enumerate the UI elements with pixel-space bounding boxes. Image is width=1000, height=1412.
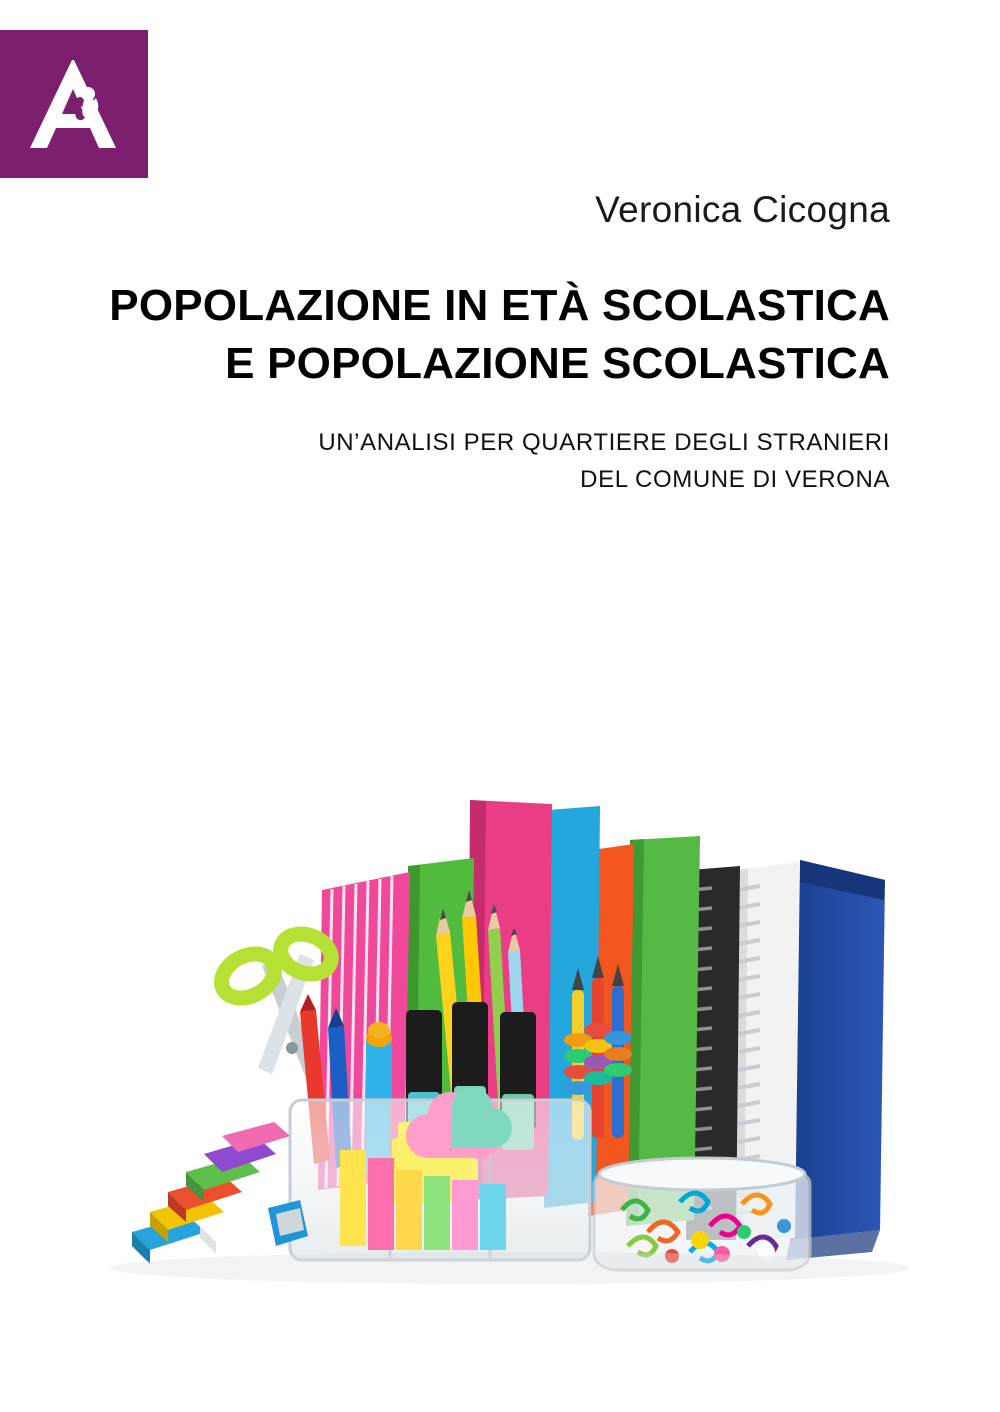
title-line-1: POPOLAZIONE IN ETÀ SCOLASTICA xyxy=(109,280,890,330)
publisher-logo xyxy=(0,30,148,178)
subtitle-line-2: DEL COMUNE DI VERONA xyxy=(580,465,890,493)
page-subtitle xyxy=(60,424,890,498)
cover-title-block xyxy=(60,190,890,498)
page-title xyxy=(60,277,890,394)
author-name: Veronica Cicogna xyxy=(595,189,890,230)
subtitle-line-1: UN’ANALISI PER QUARTIERE DEGLI STRANIERI xyxy=(318,428,890,456)
title-line-2: E POPOLAZIONE SCOLASTICA xyxy=(225,339,890,389)
school-supplies-photo xyxy=(0,740,1000,1340)
